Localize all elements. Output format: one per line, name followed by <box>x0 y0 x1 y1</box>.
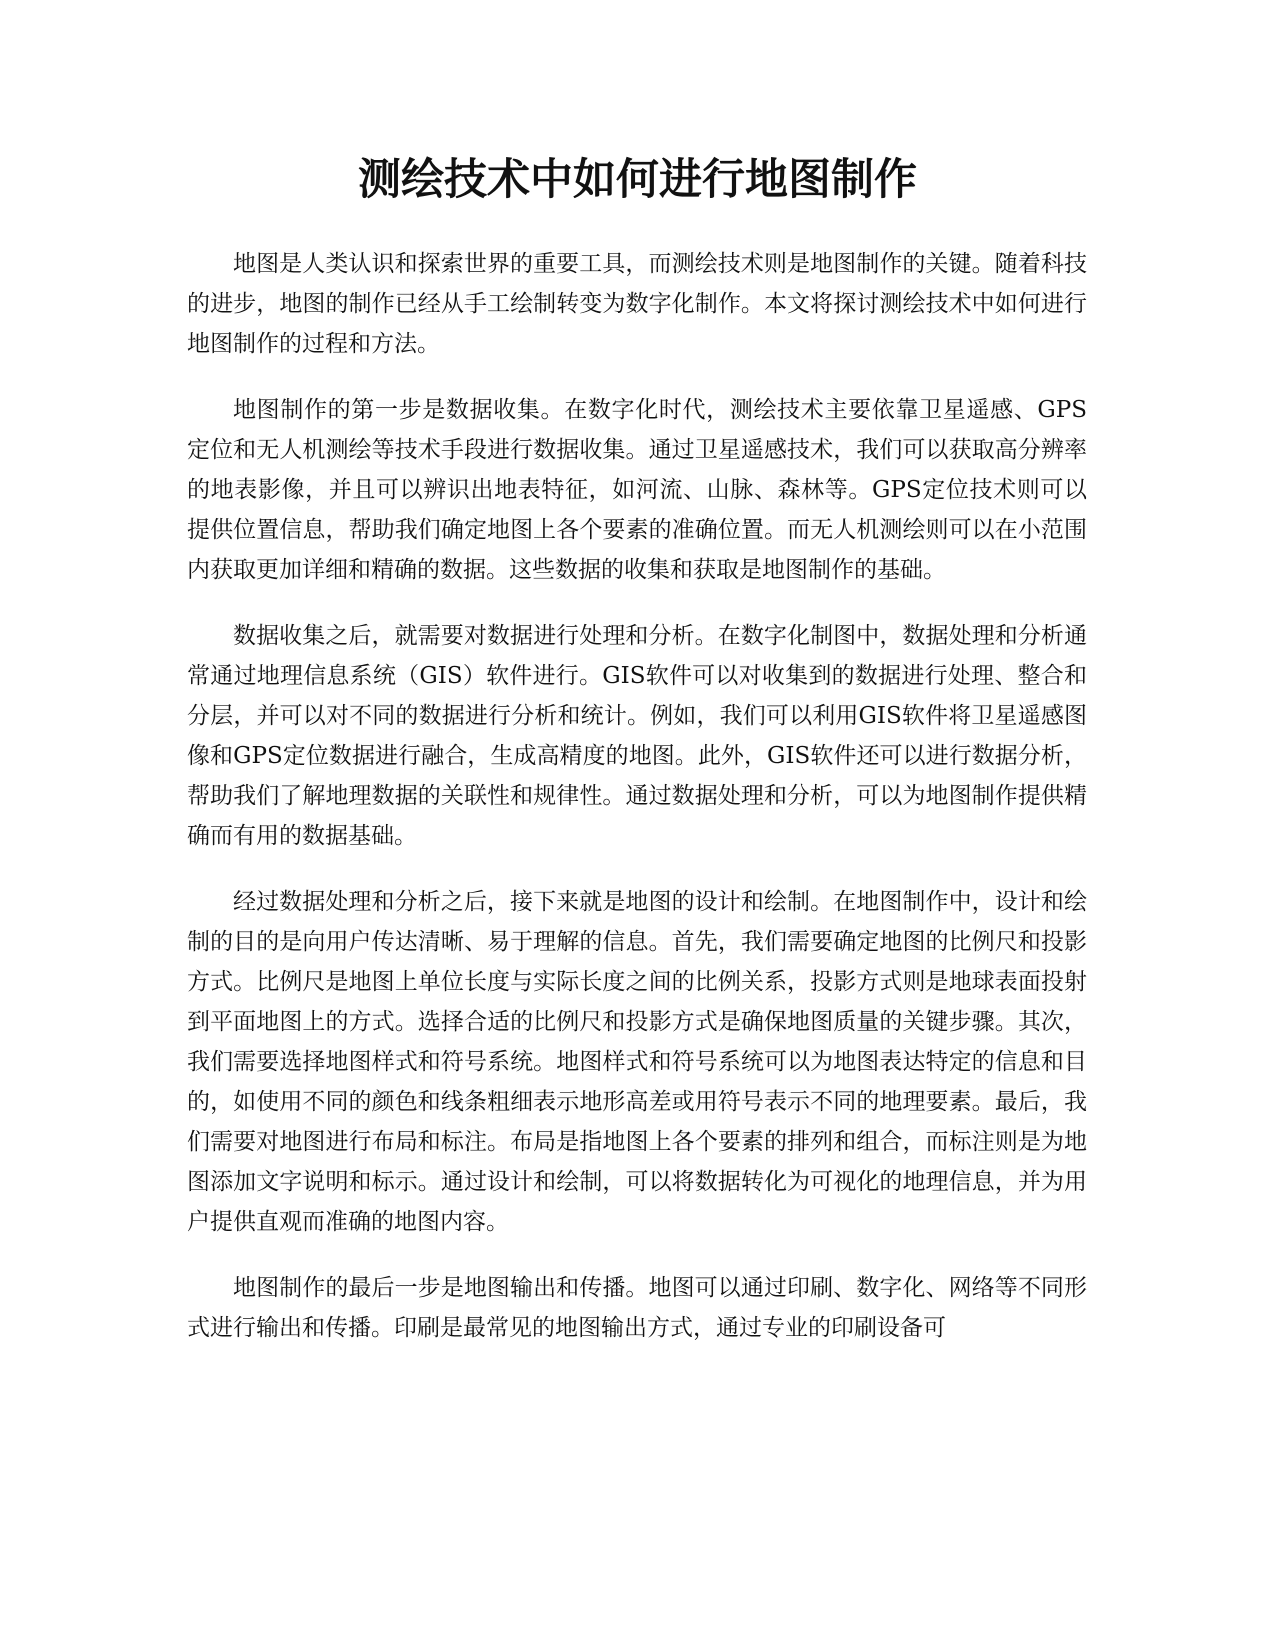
paragraph-1: 地图是人类认识和探索世界的重要工具，而测绘技术则是地图制作的关键。随着科技的进步，地图的制作已经从手工绘制转变为数字化制作。本文将探讨测绘技术中如何进行地图制作的过程和方法。 <box>187 251 1087 357</box>
paragraph-2: 地图制作的第一步是数据收集。在数字化时代，测绘技术主要依靠卫星遥感、GPS定位和无人机测绘等技术手段进行数据收集。通过卫星遥感技术，我们可以获取高分辨率的地表影像，并且可以辨识出地表特征，如河流、山脉、森林等。GPS定位技术则可以提供位置信息，帮助我们确定地图上各个要素的准确位置。而无人机测绘则可以在小范围内获取更加详细和精确的数据。这些数据的收集和获取是地图制作的基础。 <box>187 397 1087 583</box>
document-title: 测绘技术中如何进行地图制作 <box>358 155 917 205</box>
document-body <box>187 244 1087 1374</box>
paragraph-4: 经过数据处理和分析之后，接下来就是地图的设计和绘制。在地图制作中，设计和绘制的目的是向用户传达清晰、易于理解的信息。首先，我们需要确定地图的比例尺和投影方式。比例尺是地图上单位长度与实际长度之间的比例关系，投影方式则是地球表面投射到平面地图上的方式。选择合适的比例尺和投影方式是确保地图质量的关键步骤。其次，我们需要选择地图样式和符号系统。地图样式和符号系统可以为地图表达特定的信息和目的，如使用不同的颜色和线条粗细表示地形高差或用符号表示不同的地理要素。最后，我们需要对地图进行布局和标注。布局是指地图上各个要素的排列和组合，而标注则是为地图添加文字说明和标示。通过设计和绘制，可以将数据转化为可视化的地理信息，并为用户提供直观而准确的地图内容。 <box>187 889 1087 1235</box>
paragraph-3: 数据收集之后，就需要对数据进行处理和分析。在数字化制图中，数据处理和分析通常通过地理信息系统（GIS）软件进行。GIS软件可以对收集到的数据进行处理、整合和分层，并可以对不同的数据进行分析和统计。例如，我们可以利用GIS软件将卫星遥感图像和GPS定位数据进行融合，生成高精度的地图。此外，GIS软件还可以进行数据分析，帮助我们了解地理数据的关联性和规律性。通过数据处理和分析，可以为地图制作提供精确而有用的数据基础。 <box>187 623 1087 849</box>
paragraph-5: 地图制作的最后一步是地图输出和传播。地图可以通过印刷、数字化、网络等不同形式进行输出和传播。印刷是最常见的地图输出方式，通过专业的印刷设备可 <box>187 1275 1087 1341</box>
